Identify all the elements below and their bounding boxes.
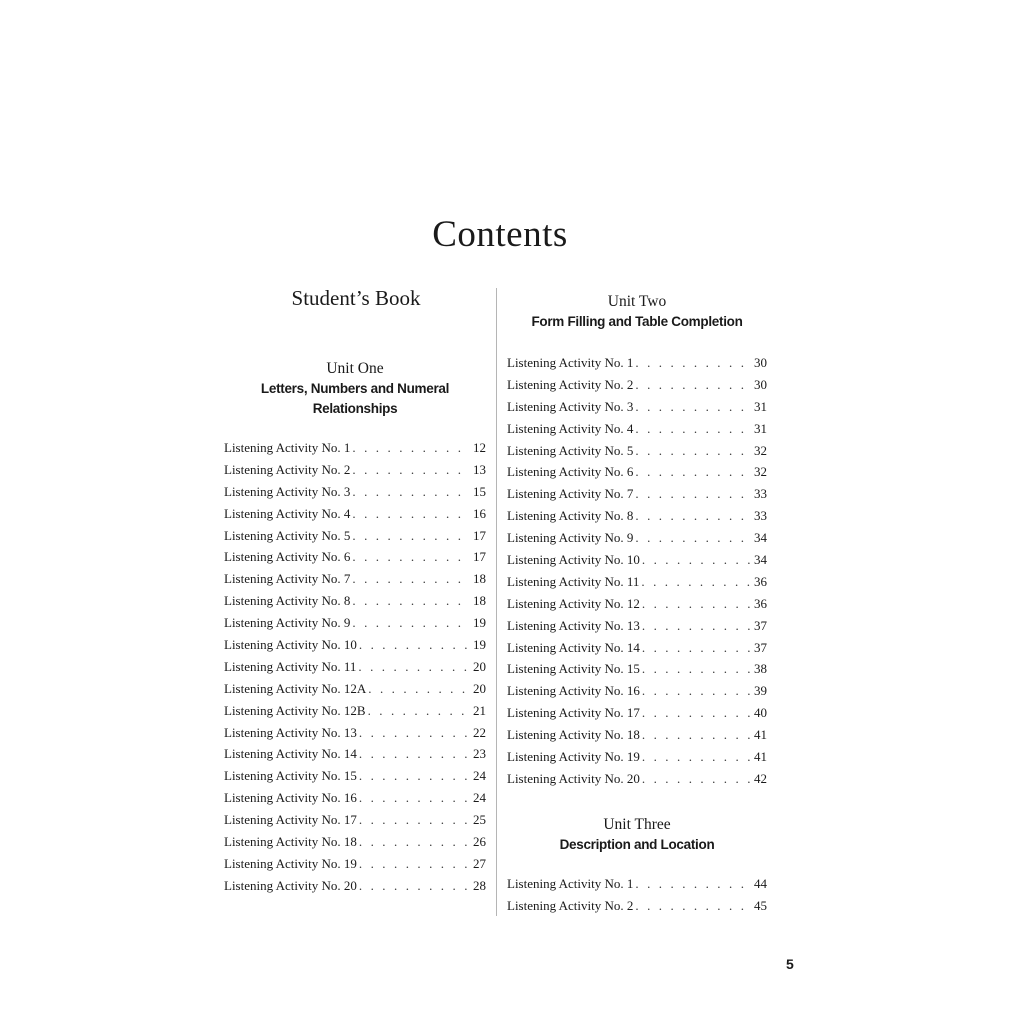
unit-topic: Letters, Numbers and Numeral Relationships: [260, 381, 450, 416]
toc-entry-label: Listening Activity No. 11: [224, 658, 357, 674]
toc-entry: [224, 506, 486, 528]
dot-leader: [635, 876, 751, 892]
dot-leader: [635, 355, 751, 371]
toc-entry: [507, 530, 767, 552]
toc-entry-label: Listening Activity No. 17: [224, 812, 357, 828]
toc-entry-page: 36: [754, 573, 767, 589]
toc-entry-page: 18: [473, 593, 486, 609]
toc-entry-label: Listening Activity No. 14: [224, 746, 357, 762]
dot-leader: [352, 462, 470, 478]
unit-heading: [507, 292, 767, 332]
toc-entry: [224, 703, 486, 725]
dot-leader: [642, 705, 751, 721]
toc-entry-label: Listening Activity No. 11: [507, 573, 640, 589]
toc-entry: [224, 549, 486, 571]
toc-entry: [507, 596, 767, 618]
toc-entry-label: Listening Activity No. 10: [224, 637, 357, 653]
toc-entry-page: 24: [473, 768, 486, 784]
dot-leader: [642, 683, 751, 699]
toc-entry: [507, 443, 767, 465]
toc-entry-page: 26: [473, 834, 486, 850]
toc-entry-page: 12: [473, 440, 486, 455]
dot-leader: [642, 640, 751, 656]
dot-leader: [358, 659, 470, 675]
toc-entry-label: Listening Activity No. 4: [507, 420, 634, 436]
dot-leader: [359, 768, 470, 784]
dot-leader: [635, 530, 751, 546]
dot-leader: [352, 615, 470, 631]
toc-entry-page: 17: [473, 549, 486, 565]
toc-entry-page: 33: [754, 486, 767, 502]
dot-leader: [635, 464, 751, 480]
dot-leader: [642, 727, 751, 743]
toc-entry-label: Listening Activity No. 4: [224, 505, 351, 521]
unit-topic: Description and Location: [559, 837, 715, 852]
toc-entry-label: Listening Activity No. 20: [224, 877, 357, 893]
unit-name: Unit Three: [603, 816, 671, 833]
dot-leader: [635, 443, 751, 459]
toc-entry: [224, 593, 486, 615]
toc-entry-label: Listening Activity No. 1: [224, 440, 351, 455]
toc-entry: [224, 571, 486, 593]
toc-entry: [224, 768, 486, 790]
dot-leader: [368, 681, 470, 697]
toc-entry-page: 19: [473, 615, 486, 631]
toc-entry-page: 20: [473, 680, 486, 696]
toc-entry-label: Listening Activity No. 3: [224, 483, 351, 499]
toc-entry: [224, 528, 486, 550]
unit-heading: [507, 815, 767, 855]
toc-entry: [507, 552, 767, 574]
toc-entry: [507, 618, 767, 640]
toc-entry: [507, 508, 767, 530]
toc-entry-page: 38: [754, 661, 767, 677]
toc-entry-page: 44: [754, 876, 767, 891]
toc-entry-label: Listening Activity No. 1: [507, 876, 634, 891]
toc-entry: [224, 746, 486, 768]
toc-entry-label: Listening Activity No. 5: [507, 442, 634, 458]
dot-leader: [359, 790, 470, 806]
toc-entry-page: 42: [754, 770, 767, 786]
dot-leader: [359, 725, 470, 741]
toc-entry-label: Listening Activity No. 20: [507, 770, 640, 786]
toc-entry: [224, 440, 486, 462]
toc-entry-page: 31: [754, 420, 767, 436]
unit-topic: Form Filling and Table Completion: [531, 314, 743, 329]
dot-leader: [352, 571, 470, 587]
toc-entry-page: 31: [754, 398, 767, 414]
toc-entry-page: 41: [754, 727, 767, 743]
toc-entry-label: Listening Activity No. 16: [507, 683, 640, 699]
toc-entry-label: Listening Activity No. 13: [507, 617, 640, 633]
dot-leader: [359, 856, 470, 872]
toc-entry-label: Listening Activity No. 6: [507, 464, 634, 480]
toc-entry-label: Listening Activity No. 8: [507, 508, 634, 524]
toc-entry: [507, 661, 767, 683]
toc-entry-page: 27: [473, 855, 486, 871]
toc-entry: [507, 771, 767, 793]
dot-leader: [352, 506, 470, 522]
toc-entry: [507, 898, 767, 920]
dot-leader: [352, 549, 470, 565]
toc-entry-page: 34: [754, 552, 767, 568]
toc-entry: [224, 615, 486, 637]
toc-entry-label: Listening Activity No. 12A: [224, 680, 367, 696]
toc-entry-label: Listening Activity No. 7: [224, 571, 351, 587]
toc-entry: [507, 640, 767, 662]
toc-entry-page: 28: [473, 877, 486, 893]
toc-entry-page: 36: [754, 595, 767, 611]
dot-leader: [359, 834, 470, 850]
dot-leader: [641, 574, 751, 590]
toc-entry: [224, 725, 486, 747]
toc-entry-page: 37: [754, 639, 767, 655]
dot-leader: [368, 703, 470, 719]
toc-entry-label: Listening Activity No. 12B: [224, 702, 366, 718]
toc-entry-page: 32: [754, 442, 767, 458]
toc-entry-label: Listening Activity No. 16: [224, 790, 357, 806]
toc-entry-page: 32: [754, 464, 767, 480]
unit-two-section: [507, 292, 767, 793]
toc-entry-page: 13: [473, 461, 486, 477]
toc-entry-label: Listening Activity No. 14: [507, 639, 640, 655]
toc-entry: [507, 421, 767, 443]
toc-entry-page: 17: [473, 527, 486, 543]
toc-entry-page: 16: [473, 505, 486, 521]
dot-leader: [635, 486, 751, 502]
toc-entry: [507, 574, 767, 596]
toc-entry-page: 34: [754, 530, 767, 546]
toc-entry-page: 30: [754, 376, 767, 392]
dot-leader: [352, 440, 470, 456]
dot-leader: [642, 771, 751, 787]
toc-entry: [507, 705, 767, 727]
toc-entry-label: Listening Activity No. 19: [224, 855, 357, 871]
toc-entry-label: Listening Activity No. 2: [507, 376, 634, 392]
toc-list: [224, 440, 486, 900]
dot-leader: [359, 812, 470, 828]
toc-entry-page: 22: [473, 724, 486, 740]
book-subtitle: Student’s Book: [291, 286, 421, 310]
dot-leader: [642, 596, 751, 612]
dot-leader: [352, 593, 470, 609]
toc-entry-label: Listening Activity No. 12: [507, 595, 640, 611]
dot-leader: [635, 377, 751, 393]
toc-entry-label: Listening Activity No. 1: [507, 355, 634, 370]
toc-entry-page: 45: [754, 897, 767, 913]
dot-leader: [642, 552, 751, 568]
toc-entry: [224, 462, 486, 484]
toc-entry: [224, 484, 486, 506]
toc-entry-label: Listening Activity No. 5: [224, 527, 351, 543]
dot-leader: [359, 637, 470, 653]
toc-entry-label: Listening Activity No. 17: [507, 705, 640, 721]
toc-list: [507, 876, 767, 920]
toc-entry-page: 21: [473, 702, 486, 718]
toc-entry-label: Listening Activity No. 9: [224, 615, 351, 631]
toc-entry-page: 23: [473, 746, 486, 762]
toc-entry: [224, 637, 486, 659]
toc-entry-label: Listening Activity No. 19: [507, 749, 640, 765]
toc-entry: [507, 464, 767, 486]
toc-entry-page: 41: [754, 749, 767, 765]
toc-entry-page: 40: [754, 705, 767, 721]
toc-entry-label: Listening Activity No. 13: [224, 724, 357, 740]
toc-entry-label: Listening Activity No. 15: [224, 768, 357, 784]
page-title: Contents: [432, 214, 568, 255]
toc-entry-label: Listening Activity No. 2: [507, 897, 634, 913]
dot-leader: [352, 528, 470, 544]
toc-entry-page: 39: [754, 683, 767, 699]
toc-entry: [507, 749, 767, 771]
toc-entry-page: 20: [473, 658, 486, 674]
unit-heading: [224, 359, 486, 419]
toc-entry-label: Listening Activity No. 3: [507, 398, 634, 414]
toc-entry-page: 24: [473, 790, 486, 806]
toc-list: [507, 355, 767, 793]
unit-name: Unit Two: [607, 293, 667, 310]
toc-entry: [224, 812, 486, 834]
dot-leader: [352, 484, 470, 500]
toc-entry-label: Listening Activity No. 6: [224, 549, 351, 565]
dot-leader: [635, 508, 751, 524]
dot-leader: [642, 661, 751, 677]
toc-entry: [507, 377, 767, 399]
toc-entry: [224, 878, 486, 900]
toc-entry: [224, 790, 486, 812]
toc-entry: [224, 834, 486, 856]
toc-entry: [224, 681, 486, 703]
dot-leader: [642, 618, 751, 634]
unit-one-section: [224, 359, 486, 900]
toc-entry: [507, 683, 767, 705]
dot-leader: [635, 421, 751, 437]
toc-entry-page: 25: [473, 812, 486, 828]
toc-entry: [224, 856, 486, 878]
toc-entry-page: 33: [754, 508, 767, 524]
toc-entry: [507, 355, 767, 377]
toc-entry-label: Listening Activity No. 8: [224, 593, 351, 609]
toc-entry-label: Listening Activity No. 18: [507, 727, 640, 743]
toc-entry-label: Listening Activity No. 2: [224, 461, 351, 477]
unit-three-section: [507, 815, 767, 920]
toc-entry: [507, 486, 767, 508]
dot-leader: [359, 746, 470, 762]
toc-entry-label: Listening Activity No. 18: [224, 834, 357, 850]
dot-leader: [359, 878, 470, 894]
toc-entry-label: Listening Activity No. 9: [507, 530, 634, 546]
toc-entry: [507, 876, 767, 898]
toc-entry-page: 37: [754, 617, 767, 633]
dot-leader: [642, 749, 751, 765]
toc-entry-label: Listening Activity No. 7: [507, 486, 634, 502]
column-divider: [496, 288, 497, 916]
toc-entry-label: Listening Activity No. 10: [507, 552, 640, 568]
toc-entry-page: 30: [754, 355, 767, 370]
dot-leader: [635, 898, 751, 914]
toc-entry: [507, 399, 767, 421]
dot-leader: [635, 399, 751, 415]
toc-entry: [224, 659, 486, 681]
toc-entry-page: 19: [473, 637, 486, 653]
toc-entry-page: 18: [473, 571, 486, 587]
toc-entry-page: 15: [473, 483, 486, 499]
toc-entry-label: Listening Activity No. 15: [507, 661, 640, 677]
toc-entry: [507, 727, 767, 749]
page-number: 5: [786, 956, 794, 972]
unit-name: Unit One: [326, 360, 384, 377]
